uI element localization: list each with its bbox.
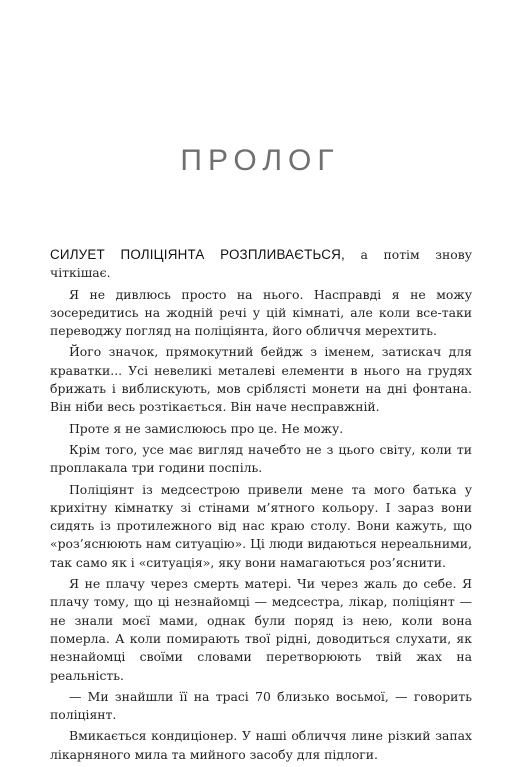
paragraph-2: Я не дивлюсь просто на нього. Насправді я не можу зосередитись на жодній речі у цій кімнаті, але коли все-таки переводжу погляд на поліціянта, його обличчя мерехтить. xyxy=(50,286,472,339)
paragraph-7: Я не плачу через смерть матері. Чи через жаль до себе. Я плачу тому, що ці незнайомці — медсестра, лікар, поліціянт — не знали моєї мами, однак були поряд із нею, коли вона померла. А коли помирають твої рідні, доводиться слухати, як незнайомці своїми словами перетворюють твій жах на реальність. xyxy=(50,576,472,683)
paragraph-9: Вмикається кондиціонер. У наші обличчя лине різкий запах лікарняного мила та мийного засобу для підлоги. xyxy=(50,728,472,762)
paragraph-3: Його значок, прямокутний бейдж з іменем, затискач для краватки... Усі невеликі металеві елементи в нього на грудях брижать і виблискують, мов сріблясті монети на дні фонтана. Він ніби весь розтікається. Він наче несправжній. xyxy=(50,344,472,415)
chapter-title: ПРОЛОГ xyxy=(180,144,340,177)
chapter-body xyxy=(50,246,472,767)
paragraph-1 xyxy=(50,246,472,283)
paragraph-1-text: а потім знову чіткішає. xyxy=(50,247,473,281)
paragraph-4: Проте я не замислююсь про це. Не можу. xyxy=(69,420,344,436)
paragraph-5: Крім того, усе має вигляд начебто не з цього світу, коли ти проплакала три години поспіль. xyxy=(50,441,472,476)
paragraph-8: — Ми знайшли її на трасі 70 близько восьмої, — говорить поліціянт. xyxy=(50,688,472,723)
paragraph-6: Поліціянт із медсестрою привели мене та мого батька у крихітну кімнатку зі стінами м’ятного кольору. І зараз вони сидять із протилежного від нас краю столу. Вони кажуть, що «роз’яснюють нам ситуацію». Ці люди видаються нереальними, так само як і «ситуація», яку вони намагаються роз’яснити. xyxy=(50,481,472,570)
lead-in-phrase: СИЛУЕТ ПОЛІЦІЯНТА РОЗПЛИВАЄТЬСЯ, xyxy=(50,247,345,262)
